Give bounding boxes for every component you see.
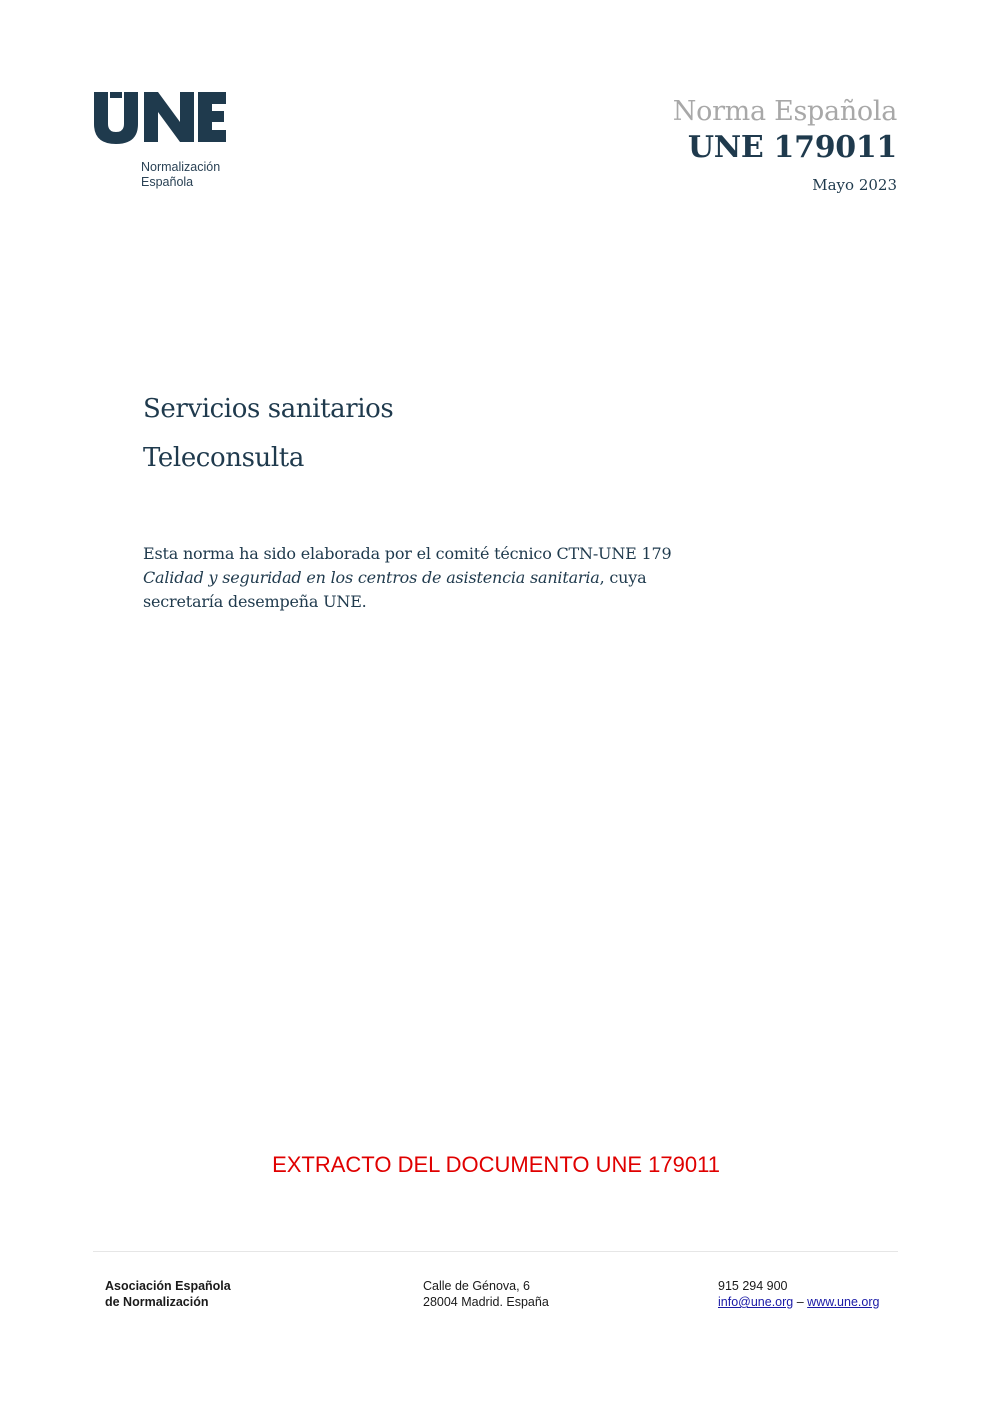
committee-text-after: , cuya secretaría desempeña UNE. bbox=[143, 568, 647, 611]
footer-links-line bbox=[718, 1294, 879, 1310]
logo-sub-line1: Normalización bbox=[141, 160, 221, 174]
une-logo bbox=[92, 88, 252, 198]
norma-label: Norma Española bbox=[672, 96, 897, 127]
norma-date: Mayo 2023 bbox=[812, 176, 897, 194]
committee-name: Calidad y seguridad en los centros de asistencia sanitaria bbox=[143, 568, 600, 587]
committee-text-before: Esta norma ha sido elaborada por el comité técnico CTN-UNE 179 bbox=[143, 544, 672, 563]
footer-address bbox=[423, 1278, 549, 1310]
standard-header bbox=[673, 95, 897, 195]
committee-paragraph bbox=[143, 542, 683, 614]
footer-addr-line1: Calle de Génova, 6 bbox=[423, 1279, 531, 1293]
footer-addr-line2: 28004 Madrid. España bbox=[423, 1295, 549, 1309]
logo-sub-line2: Española bbox=[141, 175, 194, 189]
footer-org-line1: Asociación Española bbox=[105, 1279, 231, 1293]
logo-subtitle bbox=[141, 160, 220, 190]
footer-contact bbox=[718, 1278, 879, 1310]
document-titles bbox=[143, 385, 393, 483]
footer-org-line2: de Normalización bbox=[105, 1295, 209, 1309]
email-link[interactable]: info@une.org bbox=[718, 1295, 794, 1309]
extract-notice: EXTRACTO DEL DOCUMENTO UNE 179011 bbox=[272, 1152, 720, 1177]
link-separator: – bbox=[796, 1295, 804, 1309]
title-line2: Teleconsulta bbox=[143, 443, 304, 473]
footer-organization bbox=[105, 1278, 231, 1310]
footer-phone: 915 294 900 bbox=[718, 1279, 788, 1293]
footer-divider bbox=[93, 1251, 898, 1252]
website-link[interactable]: www.une.org bbox=[807, 1295, 880, 1309]
une-logo-mark bbox=[92, 88, 232, 148]
norma-code: UNE 179011 bbox=[687, 130, 897, 165]
title-line1: Servicios sanitarios bbox=[143, 394, 394, 424]
